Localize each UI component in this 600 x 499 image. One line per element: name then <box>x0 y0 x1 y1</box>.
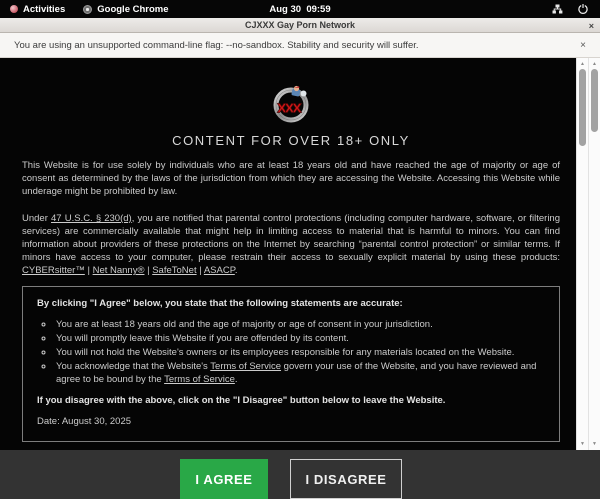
chrome-taskbar-label: Google Chrome <box>97 3 169 15</box>
activities-label: Activities <box>23 3 66 15</box>
window-close-button[interactable] <box>589 18 594 33</box>
scrollbar-thumb[interactable] <box>591 69 598 132</box>
disagree-button[interactable]: I DISAGREE <box>290 459 402 499</box>
para2-end: . <box>234 265 238 276</box>
age-statement-paragraph: This Website is for use solely by individuals who are at least 18 years old and have reached the age of majority or age of consent as determined by the laws of the jurisdiction from which they are accessing the Website. Accessing this Website while underage might be prohibited by law. <box>22 160 560 197</box>
netnanny-link[interactable]: Net Nanny® <box>92 265 145 276</box>
svg-text:XXX: XXX <box>277 100 300 116</box>
scrollbar-area <box>576 58 600 450</box>
outer-scrollbar-track[interactable] <box>588 58 600 450</box>
clock[interactable]: Aug 30 09:59 <box>269 3 331 15</box>
agreement-intro: By clicking "I Agree" below, you state that the following statements are accurate: <box>37 298 403 309</box>
scroll-down-button[interactable]: ▼ <box>592 441 597 447</box>
page-title: CONTENT FOR OVER 18+ ONLY <box>172 133 410 148</box>
agreement-box <box>22 286 560 442</box>
date-line: Date: August 30, 2025 <box>37 416 132 427</box>
product-separator: | <box>84 265 93 276</box>
inner-scrollbar-track[interactable] <box>576 58 588 450</box>
usc-230d-link[interactable]: 47 U.S.C. § 230(d) <box>51 213 132 224</box>
disagree-instruction: If you disagree with the above, click on the "I Disagree" button below to leave the Website. <box>37 395 446 406</box>
window-title: CJXXX Gay Porn Network <box>244 20 356 30</box>
window-title-bar <box>0 18 600 33</box>
bullet4-pre: You acknowledge that the Website's <box>56 361 211 372</box>
list-item: ◦ You are at least 18 years old and the age of majority or age of consent in your jurisdiction. <box>54 318 545 331</box>
scrollbar-thumb[interactable] <box>579 69 586 146</box>
bullet4-mid: govern your use of the Website, and you have reviewed and agree to be bound by the <box>56 361 537 385</box>
gnome-top-bar <box>0 0 600 18</box>
product-separator: | <box>144 265 153 276</box>
cybersitter-link[interactable]: CYBERsitter™ <box>22 265 85 276</box>
terms-of-service-link[interactable]: Terms of Service <box>164 374 235 385</box>
infobar-close-button[interactable] <box>580 40 586 51</box>
close-icon: × <box>588 20 594 31</box>
asacp-link[interactable]: ASACP <box>203 265 235 276</box>
scroll-up-button[interactable]: ▲ <box>592 61 597 67</box>
para2-pre: Under <box>22 213 52 224</box>
list-item <box>54 360 545 386</box>
agree-button[interactable]: I AGREE <box>180 459 268 499</box>
terms-of-service-link[interactable]: Terms of Service <box>210 361 282 372</box>
scroll-down-button[interactable]: ▼ <box>580 441 585 447</box>
agreement-bullet-list <box>41 318 545 386</box>
infobar-message: You are using an unsupported command-line flag: --no-sandbox. Stability and security will suffer. <box>14 39 419 51</box>
page-viewport <box>0 58 600 487</box>
list-item: ◦ You will not hold the Website's owners or its employees responsible for any materials located on the Website. <box>54 346 545 359</box>
para2-mid: , you are notified that parental control protections (including computer hardware, software, or filtering services) are commercially available that might help in limiting access to material that is harmful to minors. You can find information about providers of these protections on the Internet by searching “parental control protection” or similar terms. If minors have access to your computer, please restrain their access to sexually explicit material by using these products: <box>22 213 560 263</box>
page-content <box>0 58 576 487</box>
product-separator: | <box>196 265 204 276</box>
scroll-up-button[interactable]: ▲ <box>580 61 585 67</box>
site-logo-icon <box>22 84 560 128</box>
close-icon: × <box>580 39 586 51</box>
chrome-infobar <box>0 33 600 58</box>
list-item: ◦ You will promptly leave this Website if you are offended by its content. <box>54 332 545 345</box>
safetonet-link[interactable]: SafeToNet <box>152 265 197 276</box>
parental-control-paragraph <box>22 212 560 277</box>
bullet4-post: . <box>234 374 238 385</box>
consent-buttons-row <box>22 459 560 499</box>
